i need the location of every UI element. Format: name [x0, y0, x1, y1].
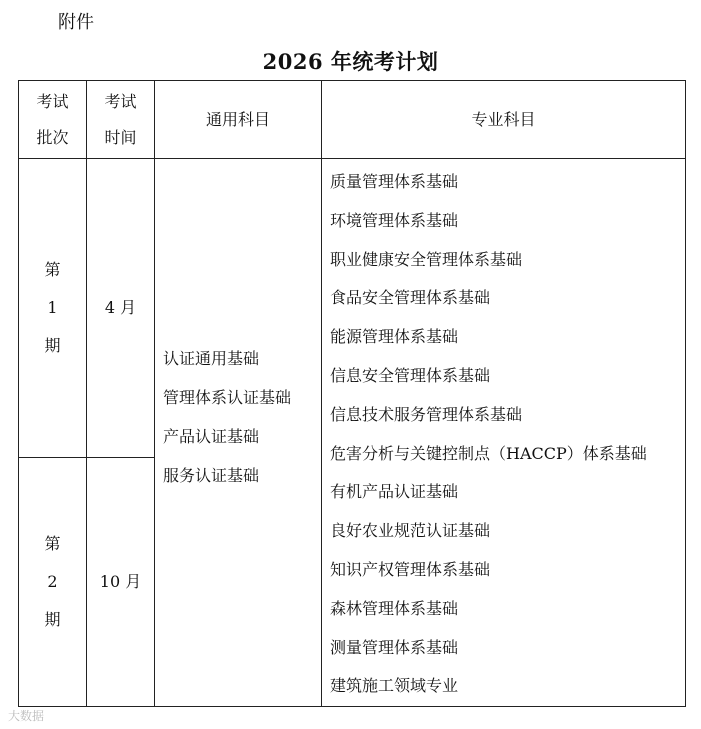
header-time-line2: 时间: [104, 127, 137, 147]
header-batch-line2: 批次: [36, 127, 69, 147]
major-subjects-list: [330, 159, 685, 706]
period-1-label-a: 第: [44, 259, 61, 279]
major-subject-item: 环境管理体系基础: [330, 210, 459, 230]
general-subject-item: 产品认证基础: [163, 427, 260, 446]
major-subjects-cell: [322, 159, 686, 707]
major-subject-item: 能源管理体系基础: [330, 327, 459, 347]
header-time-line1: 考试: [104, 91, 137, 111]
header-row: [19, 81, 686, 159]
period-1-label-b: 1: [47, 297, 58, 317]
header-time: [87, 81, 155, 159]
period-1-row: [19, 159, 686, 458]
period-2-batch: [19, 457, 87, 706]
page-title: 2026 年统考计划: [262, 49, 439, 74]
major-subject-item: 信息技术服务管理体系基础: [330, 404, 523, 424]
major-subject-item: 信息安全管理体系基础: [330, 365, 491, 385]
period-1-batch: [19, 159, 87, 458]
general-subject-item: 管理体系认证基础: [163, 388, 292, 407]
major-subject-item: 职业健康安全管理体系基础: [330, 249, 523, 269]
general-subject-item: 服务认证基础: [163, 466, 260, 485]
general-subjects-list: [163, 159, 321, 495]
header-batch-line1: 考试: [36, 91, 69, 111]
major-subject-item: 食品安全管理体系基础: [330, 288, 491, 308]
general-subject-item: 认证通用基础: [163, 349, 260, 368]
exam-plan-table: [18, 80, 686, 707]
header-batch: [19, 81, 87, 159]
major-subject-item: 良好农业规范认证基础: [330, 521, 491, 541]
period-2-time: 10 月: [87, 457, 155, 706]
period-2-label-b: 2: [47, 571, 58, 591]
major-subject-item: 建筑施工领域专业: [330, 676, 459, 696]
general-subjects-cell: [155, 159, 322, 707]
major-subject-item: 知识产权管理体系基础: [330, 559, 491, 579]
header-major: 专业科目: [322, 81, 686, 159]
major-subject-item: 森林管理体系基础: [330, 598, 459, 618]
period-2-label-a: 第: [44, 533, 61, 553]
major-subject-item: 质量管理体系基础: [330, 172, 459, 191]
period-1-label-c: 期: [44, 335, 61, 355]
period-2-label-c: 期: [44, 609, 61, 629]
major-subject-item: 危害分析与关键控制点（HACCP）体系基础: [330, 443, 647, 463]
attachment-label: 附件: [58, 12, 94, 33]
major-subject-item: 有机产品认证基础: [330, 482, 459, 502]
period-1-time: 4 月: [87, 159, 155, 458]
watermark-text: 大数据: [8, 709, 45, 723]
major-subject-item: 测量管理体系基础: [330, 637, 459, 657]
header-general: 通用科目: [155, 81, 322, 159]
